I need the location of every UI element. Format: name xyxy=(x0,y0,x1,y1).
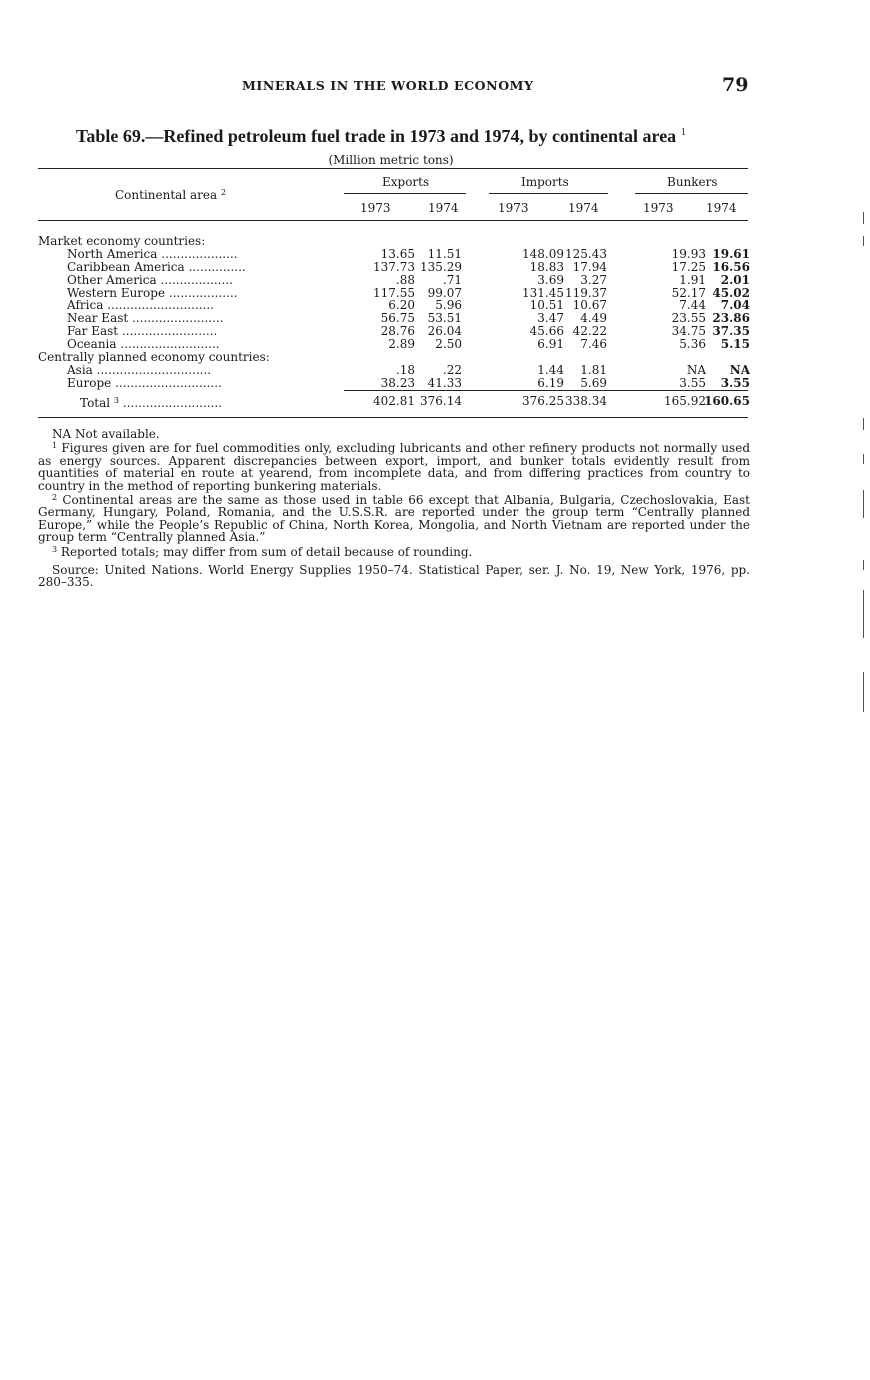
cell-imports-1974: 3.27 xyxy=(580,272,607,287)
year-header-bunkers-1974: 1974 xyxy=(706,201,737,215)
cell-imports-1973: 45.66 xyxy=(529,324,564,339)
cell-imports-1973: 148.09 xyxy=(522,246,564,261)
cell-imports-1973: 6.19 xyxy=(537,375,564,390)
cell-bunkers-1973: 3.55 xyxy=(679,375,706,390)
stub-header xyxy=(115,188,226,202)
row-label-text: Oceania xyxy=(67,337,117,352)
table-notes xyxy=(38,428,750,589)
cell-imports-1973: 10.51 xyxy=(529,298,564,313)
cell-bunkers-1973: 19.93 xyxy=(671,246,706,261)
total-footnote-mark: 3 xyxy=(113,395,120,405)
cell-imports-1974: 42.22 xyxy=(572,324,607,339)
cell-exports-1973: 117.55 xyxy=(373,285,415,300)
cell-bunkers-1973: 17.25 xyxy=(671,259,706,274)
leader-dots: ............................ xyxy=(107,298,214,313)
cell-bunkers-1974: NA xyxy=(729,362,750,377)
cell-imports-1974: 1.81 xyxy=(580,362,607,377)
leader-dots: ................... xyxy=(160,272,233,287)
section-heading-label: Market economy countries: xyxy=(38,234,206,248)
source-note: Source: United Nations. World Energy Supplies 1950–74. Statistical Paper, ser. J. No. 19, New York, 1976, pp. 280–335. xyxy=(38,563,750,590)
footnote-3-mark: 3 xyxy=(52,544,58,554)
cell-bunkers-1973: 5.36 xyxy=(679,337,706,352)
cell-bunkers-1973: NA xyxy=(686,362,706,377)
total-imports-1973: 376.25 xyxy=(522,393,564,408)
footnote-3-text: Reported totals; may differ from sum of detail because of rounding. xyxy=(60,544,473,559)
cell-imports-1973: 3.47 xyxy=(537,311,564,326)
scan-mark xyxy=(863,418,864,430)
section-heading-label: Centrally planned economy countries: xyxy=(38,350,270,365)
cell-exports-1974: 26.04 xyxy=(427,324,462,339)
scan-mark xyxy=(863,490,864,518)
year-header-exports-1974: 1974 xyxy=(428,201,459,215)
leader-dots: ......................... xyxy=(121,324,218,339)
group-header-bunkers: Bunkers xyxy=(667,175,718,189)
cell-bunkers-1974: 2.01 xyxy=(720,272,750,287)
footnote-1-text: Figures given are for fuel commodities only, excluding lubricants and other refinery products not normally used as energy sources. Apparent discrepancies between export, import, and bunker totals evidently result from quantities of material en route at yearend, from incomplete data, and from differing practices from country to country in the method of reporting bunkering materials. xyxy=(38,441,750,493)
page-number: 79 xyxy=(722,74,749,96)
cell-bunkers-1974: 23.86 xyxy=(712,311,750,326)
year-header-imports-1974: 1974 xyxy=(568,201,599,215)
leader-dots: ............... xyxy=(188,259,246,274)
total-bunkers-1973: 165.92 xyxy=(664,393,706,408)
row-label-text: Europe xyxy=(67,375,112,390)
group-header-imports: Imports xyxy=(521,175,569,189)
year-header-exports-1973: 1973 xyxy=(360,201,391,215)
row-label-text: Other America xyxy=(67,272,157,287)
cell-bunkers-1974: 3.55 xyxy=(720,375,750,390)
row-label-text: Caribbean America xyxy=(67,259,185,274)
total-bunkers-1974: 160.65 xyxy=(704,393,750,408)
leader-dots: ............................ xyxy=(115,375,222,390)
cell-exports-1973: 137.73 xyxy=(373,259,415,274)
cell-exports-1974: 2.50 xyxy=(435,337,462,352)
cell-exports-1973: 28.76 xyxy=(380,324,415,339)
cell-bunkers-1974: 5.15 xyxy=(720,337,750,352)
cell-imports-1974: 10.67 xyxy=(572,298,607,313)
cell-imports-1974: 7.46 xyxy=(580,337,607,352)
cell-bunkers-1973: 7.44 xyxy=(679,298,706,313)
cell-exports-1974: 5.96 xyxy=(435,298,462,313)
year-header-imports-1973: 1973 xyxy=(498,201,529,215)
cell-exports-1973: 13.65 xyxy=(380,246,415,261)
leader-dots: ........................ xyxy=(132,311,224,326)
cell-exports-1974: 135.29 xyxy=(420,259,462,274)
table-title-text: Table 69.—Refined petroleum fuel trade in 1973 and 1974, by continental area xyxy=(76,126,677,146)
table-title-footnote-mark: 1 xyxy=(680,127,686,138)
table-title xyxy=(76,126,756,147)
row-label-text: Asia xyxy=(67,362,93,377)
total-rule xyxy=(344,390,748,391)
leader-dots: .................... xyxy=(161,246,238,261)
row-label-text: Africa xyxy=(67,298,104,313)
total-label-text: Total xyxy=(80,395,111,410)
cell-imports-1973: 6.91 xyxy=(537,337,564,352)
running-head: MINERALS IN THE WORLD ECONOMY xyxy=(242,78,534,93)
total-row xyxy=(38,395,750,408)
footnote-2-text: Continental areas are the same as those used in table 66 except that Albania, Bulgaria, Czechoslovakia, East Germany, Hungary, Poland, Romania, and the U.S.S.R. are reported under the group term “Centrally planned Europe,” while the People’s Republic of China, North Korea, Mongolia, and North Vietnam are reported under the group term “Centrally planned Asia.” xyxy=(38,493,750,545)
scan-mark xyxy=(863,454,864,464)
cell-imports-1973: 131.45 xyxy=(522,285,564,300)
table-units-text: (Million metric tons) xyxy=(328,153,454,167)
exports-underline xyxy=(344,193,466,194)
row-label-text: Western Europe xyxy=(67,285,166,300)
note-na: NA Not available. xyxy=(52,427,160,441)
scan-mark xyxy=(863,590,864,638)
table-body xyxy=(38,235,750,408)
footnote-3 xyxy=(38,544,750,558)
cell-imports-1974: 5.69 xyxy=(580,375,607,390)
cell-exports-1974: 99.07 xyxy=(427,285,462,300)
cell-imports-1973: 18.83 xyxy=(529,259,564,274)
cell-exports-1974: .22 xyxy=(442,362,462,377)
cell-bunkers-1974: 7.04 xyxy=(720,298,750,313)
leader-dots: .............................. xyxy=(96,362,212,377)
bunkers-underline xyxy=(635,193,748,194)
total-exports-1974: 376.14 xyxy=(420,393,462,408)
scan-mark xyxy=(863,212,864,224)
cell-exports-1973: .18 xyxy=(395,362,415,377)
footnote-1-mark: 1 xyxy=(52,441,58,451)
scan-mark xyxy=(863,236,864,246)
cell-bunkers-1973: 1.91 xyxy=(679,272,706,287)
leader-dots: .......................... xyxy=(120,337,220,352)
cell-imports-1974: 119.37 xyxy=(565,285,607,300)
cell-exports-1974: 53.51 xyxy=(427,311,462,326)
leader-dots: .......................... xyxy=(122,395,223,410)
cell-imports-1973: 3.69 xyxy=(537,272,564,287)
footnote-2 xyxy=(38,492,750,544)
leader-dots: .................. xyxy=(168,285,238,300)
cell-imports-1974: 4.49 xyxy=(580,311,607,326)
stub-header-text: Continental area xyxy=(115,188,218,202)
scan-mark xyxy=(863,672,864,712)
table-units xyxy=(0,153,870,167)
year-header-bunkers-1973: 1973 xyxy=(643,201,674,215)
cell-bunkers-1974: 37.35 xyxy=(712,324,750,339)
total-exports-1973: 402.81 xyxy=(373,393,415,408)
table-header-rule xyxy=(38,220,748,221)
cell-exports-1973: 2.89 xyxy=(388,337,415,352)
table-row xyxy=(38,377,750,390)
row-label-text: Far East xyxy=(67,324,119,339)
cell-imports-1973: 1.44 xyxy=(537,362,564,377)
cell-bunkers-1974: 19.61 xyxy=(712,246,750,261)
cell-exports-1974: .71 xyxy=(442,272,462,287)
table-bottom-rule xyxy=(38,417,748,418)
cell-exports-1973: 6.20 xyxy=(388,298,415,313)
cell-imports-1974: 125.43 xyxy=(565,246,607,261)
cell-bunkers-1973: 23.55 xyxy=(671,311,706,326)
imports-underline xyxy=(489,193,608,194)
cell-bunkers-1974: 16.56 xyxy=(712,259,750,274)
row-label-text: Near East xyxy=(67,311,129,326)
scan-mark xyxy=(863,560,864,570)
cell-bunkers-1974: 45.02 xyxy=(712,285,750,300)
table-top-rule xyxy=(38,168,748,169)
stub-header-footnote-mark: 2 xyxy=(220,188,227,197)
row-label-text: North America xyxy=(67,246,158,261)
total-label xyxy=(80,395,222,410)
cell-imports-1974: 17.94 xyxy=(572,259,607,274)
footnote-2-mark: 2 xyxy=(52,493,58,503)
cell-exports-1973: 38.23 xyxy=(380,375,415,390)
cell-exports-1974: 41.33 xyxy=(427,375,462,390)
footnote-1 xyxy=(38,440,750,492)
cell-exports-1974: 11.51 xyxy=(427,246,462,261)
row-label xyxy=(67,377,222,390)
cell-exports-1973: 56.75 xyxy=(380,311,415,326)
cell-bunkers-1973: 34.75 xyxy=(671,324,706,339)
cell-exports-1973: .88 xyxy=(395,272,415,287)
cell-bunkers-1973: 52.17 xyxy=(671,285,706,300)
total-imports-1974: 338.34 xyxy=(565,393,607,408)
group-header-exports: Exports xyxy=(382,175,430,189)
